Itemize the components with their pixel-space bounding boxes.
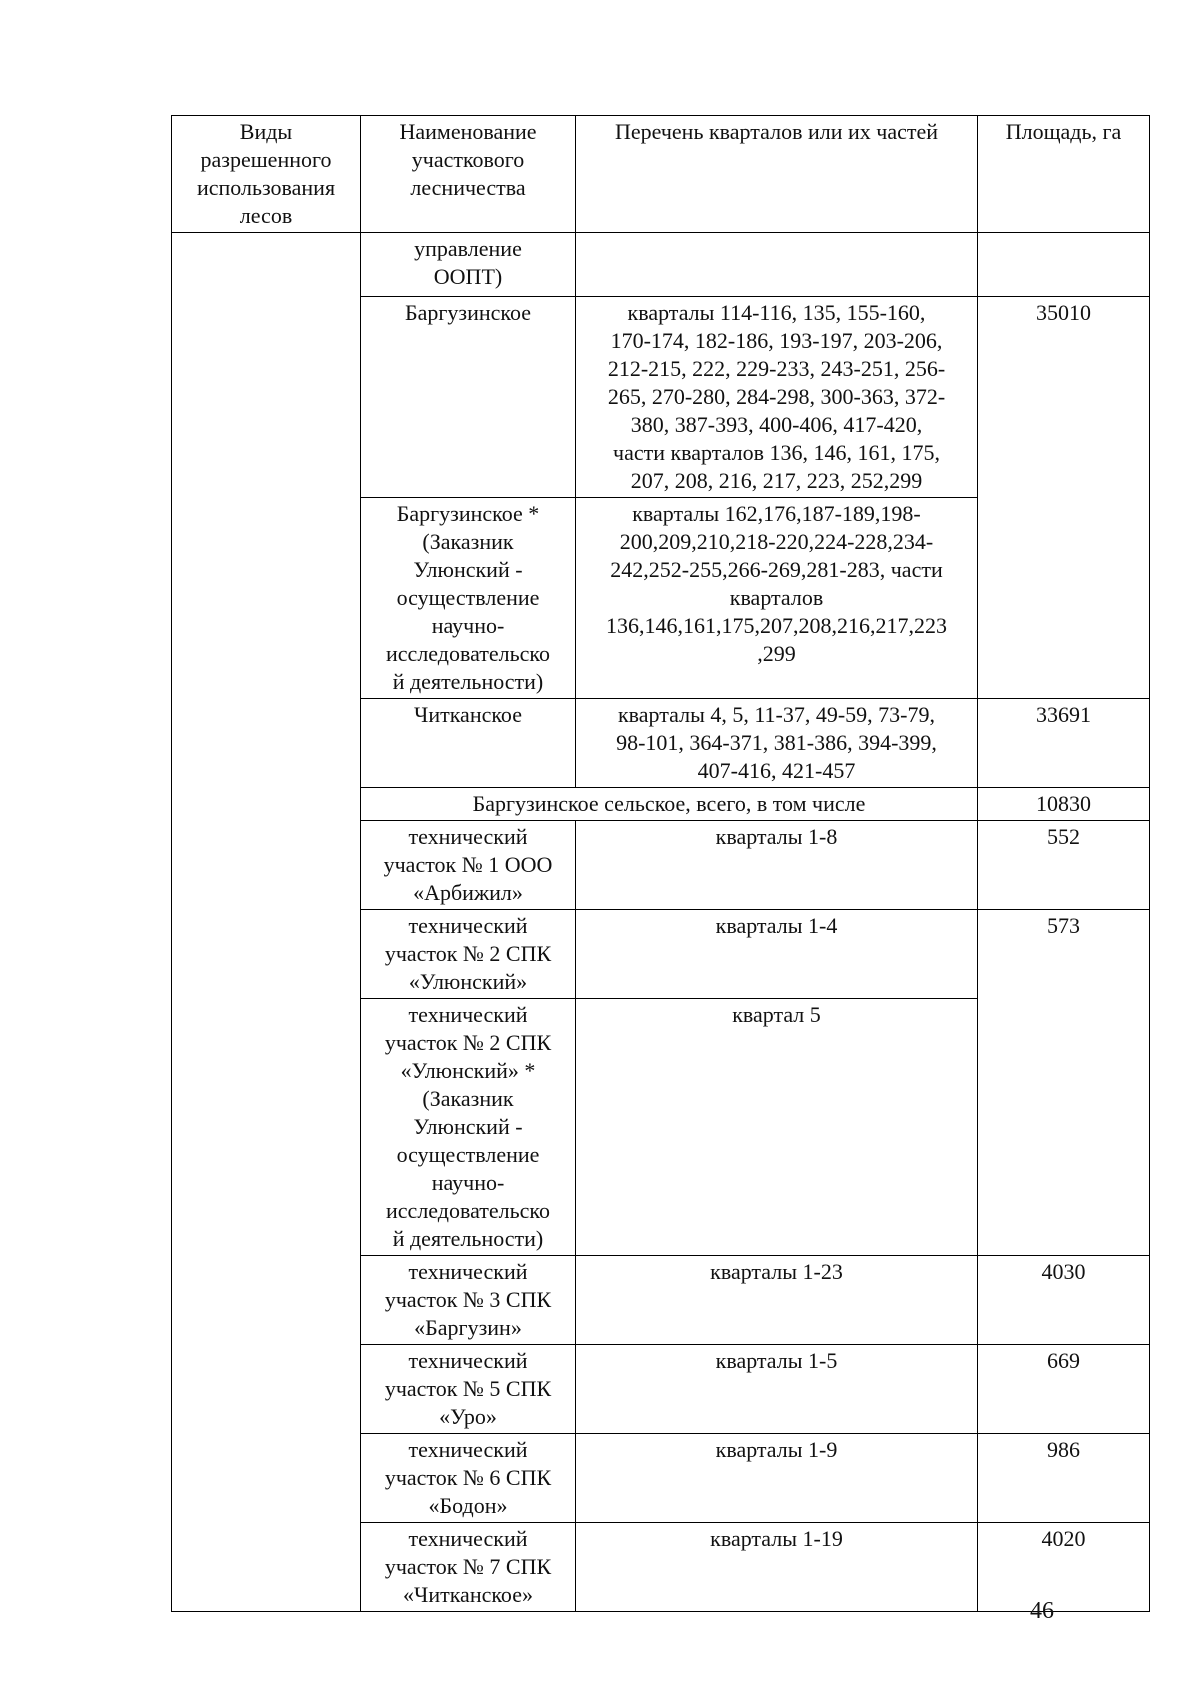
quarters-cell — [576, 233, 978, 297]
table-header-row — [172, 116, 1150, 233]
quarters-cell: кварталы 162,176,187-189,198- 200,209,210,218-220,224-228,234- 242,252-255,266-269,281-283, части кварталов 136,146,161,175,207,208,216,217,223 ,299 — [576, 498, 978, 699]
quarters-cell: квартал 5 — [576, 999, 978, 1256]
quarters-cell: кварталы 1-5 — [576, 1345, 978, 1434]
forestry-name-cell: Читканское — [361, 699, 576, 788]
area-cell — [978, 233, 1150, 297]
area-cell: 986 — [978, 1434, 1150, 1523]
table-row — [172, 233, 1150, 297]
forestry-name-cell: технический участок № 3 СПК «Баргузин» — [361, 1256, 576, 1345]
quarters-cell: кварталы 4, 5, 11-37, 49-59, 73-79, 98-101, 364-371, 381-386, 394-399, 407-416, 421-457 — [576, 699, 978, 788]
quarters-cell: кварталы 1-4 — [576, 910, 978, 999]
forestry-name-cell: Баргузинское — [361, 297, 576, 498]
forestry-name-cell: технический участок № 5 СПК «Уро» — [361, 1345, 576, 1434]
quarters-cell: кварталы 1-19 — [576, 1523, 978, 1612]
forestry-name-cell: технический участок № 6 СПК «Бодон» — [361, 1434, 576, 1523]
header-cell-area: Площадь, га — [978, 116, 1150, 233]
forestry-name-cell: технический участок № 7 СПК «Читканское» — [361, 1523, 576, 1612]
area-cell: 35010 — [978, 297, 1150, 699]
header-cell-use-type: Виды разрешенного использования лесов — [172, 116, 361, 233]
forest-quarters-table — [171, 115, 1150, 1612]
header-cell-quarters: Перечень кварталов или их частей — [576, 116, 978, 233]
forestry-name-cell: управление ООПТ) — [361, 233, 576, 297]
area-cell: 4020 — [978, 1523, 1150, 1612]
header-cell-forestry-name: Наименование участкового лесничества — [361, 116, 576, 233]
forestry-name-cell: технический участок № 2 СПК «Улюнский» — [361, 910, 576, 999]
page-number: 46 — [1030, 1598, 1054, 1624]
quarters-cell: кварталы 1-23 — [576, 1256, 978, 1345]
summary-label-cell: Баргузинское сельское, всего, в том числе — [361, 788, 978, 821]
area-cell: 10830 — [978, 788, 1150, 821]
quarters-cell: кварталы 1-9 — [576, 1434, 978, 1523]
area-cell: 552 — [978, 821, 1150, 910]
forestry-name-cell: технический участок № 1 ООО «Арбижил» — [361, 821, 576, 910]
area-cell: 4030 — [978, 1256, 1150, 1345]
quarters-cell: кварталы 1-8 — [576, 821, 978, 910]
quarters-cell: кварталы 114-116, 135, 155-160, 170-174, 182-186, 193-197, 203-206, 212-215, 222, 229-233, 243-251, 256- 265, 270-280, 284-298, 300-363, 372- 380, 387-393, 400-406, 417-420, части кварталов 136, 146, 161, 175, 207, 208, 216, 217, 223, 252,299 — [576, 297, 978, 498]
forestry-name-cell: Баргузинское * (Заказник Улюнский - осуществление научно- исследовательско й деятельности) — [361, 498, 576, 699]
area-cell: 669 — [978, 1345, 1150, 1434]
area-cell: 33691 — [978, 699, 1150, 788]
area-cell: 573 — [978, 910, 1150, 1256]
forestry-name-cell: технический участок № 2 СПК «Улюнский» * (Заказник Улюнский - осуществление научно- исследовательско й деятельности) — [361, 999, 576, 1256]
use-type-cell — [172, 233, 361, 1612]
